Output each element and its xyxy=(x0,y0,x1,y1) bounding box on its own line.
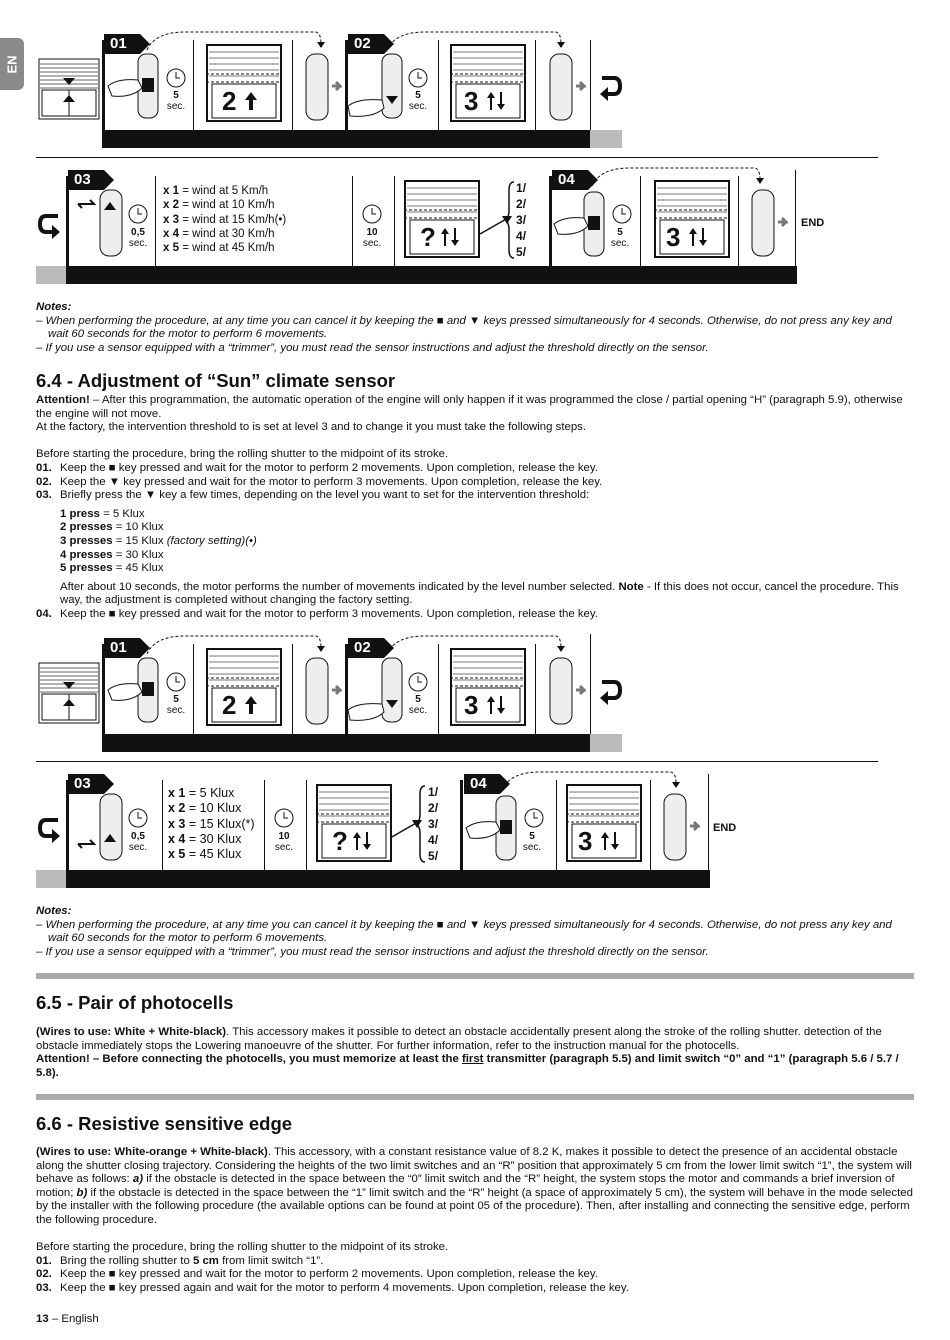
section-divider xyxy=(36,1094,914,1100)
up-arrow-icon xyxy=(244,694,258,716)
brace-icon xyxy=(416,784,426,864)
remote-icon xyxy=(546,52,586,124)
shutter-window-icon xyxy=(38,58,100,120)
clock-icon xyxy=(408,68,428,88)
klux-level-list: x 1 = 5 Klux x 2 = 10 Klux x 3 = 15 Klux(*) x 4 = 30 Klux x 5 = 45 Klux xyxy=(168,786,255,862)
clock-icon xyxy=(362,204,382,224)
step-item: 03. Briefly press the ▼ key a few times, depending on the level you want to set for the intervention threshold: xyxy=(36,489,590,502)
remote-hand-stop-icon xyxy=(106,656,162,726)
up-down-arrows-icon xyxy=(440,226,460,248)
clock-icon xyxy=(274,808,294,828)
end-label: END xyxy=(713,822,737,834)
step-badge-01: 01 xyxy=(104,638,140,658)
step-badge-04: 04 xyxy=(552,170,588,190)
step-item: 01. Keep the ■ key pressed and wait for the motor to perform 2 movements. Upon completion, release the key. xyxy=(36,461,598,474)
up-down-arrows-icon xyxy=(486,90,506,112)
step-item: 03. Keep the ■ key pressed again and wait for the motor to perform 4 movements. Upon completion, release the key. xyxy=(36,1281,629,1294)
remote-icon xyxy=(660,792,700,864)
remote-icon xyxy=(546,656,586,728)
remote-hand-down-icon xyxy=(346,52,406,124)
section-title-6-5: 6.5 - Pair of photocells xyxy=(36,992,234,1013)
return-arrow-icon xyxy=(36,816,62,844)
remote-hand-up-icon xyxy=(74,188,128,260)
step-item: 04. Keep the ■ key pressed and wait for the motor to perform 3 movements. Upon completion, release the key. xyxy=(36,607,598,620)
clock-icon xyxy=(128,204,148,224)
step-badge-01: 01 xyxy=(104,34,140,54)
wind-level-list: x 1 = wind at 5 Km/h x 2 = wind at 10 Km/h x 3 = wind at 15 Km/h(•) x 4 = wind at 30 Km/h x 5 = wind at 45 Km/h xyxy=(163,185,287,255)
clock-icon xyxy=(612,204,632,224)
section-title-6-6: 6.6 - Resistive sensitive edge xyxy=(36,1113,293,1134)
step-badge-02: 02 xyxy=(348,34,384,54)
language-tab: EN xyxy=(0,38,24,90)
up-down-arrows-icon xyxy=(352,830,372,852)
notes-block: Notes: – When performing the procedure, at any time you can cancel it by keeping the ■ and ▼ keys pressed simultaneously for 4 seconds. Otherwise, do not press any key and wait 60 seconds for the motor to perform 6 movements. – If you use a sensor equipped with a “trimmer”, you must read the sensor instructions and adjust the threshold directly on the sensor. xyxy=(36,905,892,958)
step-item: 02. Keep the ■ key pressed and wait for the motor to perform 2 movements. Upon completion, release the key. xyxy=(36,1268,598,1281)
clock-icon xyxy=(128,808,148,828)
return-arrow-icon xyxy=(598,74,622,102)
procedure-diagram-sun: 01 02 5 sec. 2 5 sec. 3 03 04 0,5 sec. x 1 = 5 Klux x 2 = 10 Klux x 3 = 15 Klux(*) x 4 = 30 Klux x 5 = 45 Klux 10 sec. ? 1/ 2/ 3/ 4/ 5/ 5 sec. 3 END xyxy=(0,604,950,894)
up-down-arrows-icon xyxy=(600,830,620,852)
step-badge-02: 02 xyxy=(348,638,384,658)
step-badge-03: 03 xyxy=(68,774,104,794)
level-list: 1/ 2/ 3/ 4/ 5/ xyxy=(516,181,527,259)
shutter-window-icon xyxy=(38,662,100,724)
return-arrow-icon xyxy=(598,678,622,706)
clock-icon xyxy=(524,808,544,828)
remote-hand-down-icon xyxy=(346,656,406,728)
up-arrow-icon xyxy=(244,90,258,112)
notes-block: Notes: – When performing the procedure, at any time you can cancel it by keeping the ■ and ▼ keys pressed simultaneously for 4 seconds. Otherwise, do not press any key and wait 60 seconds for the motor to perform 6 movements. – If you use a sensor equipped with a “trimmer”, you must read the sensor instructions and adjust the threshold directly on the sensor. xyxy=(36,301,892,354)
press-list: 1 press = 5 Klux 2 presses = 10 Klux 3 presses = 15 Klux (factory setting)(•) 4 presses = 30 Klux 5 presses = 45 Klux xyxy=(60,507,257,575)
step-item: 02. Keep the ▼ key pressed and wait for the motor to perform 3 movements. Upon completion, release the key. xyxy=(36,475,603,488)
page-footer: 13 – English xyxy=(36,1313,99,1325)
remote-icon xyxy=(302,656,342,728)
section-6-5-body: (Wires to use: White + White-black). This accessory makes it possible to detect an obstacle accidentally present along the stroke of the rolling shutter. detection of the obstacle immediately stops the Lowering manoeuvre of the shutter. For further information, refer to the instruction manual for the photocells. Attention! – Before connecting the photocells, you must memorize at least the first transmitter (paragraph 5.5) and limit switch “0” and “1” (paragraph 5.6 / 5.7 / 5.8). xyxy=(36,1026,899,1079)
remote-hand-stop-icon xyxy=(106,52,162,122)
end-label: END xyxy=(801,217,825,229)
clock-icon xyxy=(166,672,186,692)
step-badge-03: 03 xyxy=(68,170,104,190)
return-arrow-icon xyxy=(36,212,62,240)
remote-icon xyxy=(302,52,342,124)
clock-icon xyxy=(408,672,428,692)
remote-hand-up-icon xyxy=(74,792,128,864)
clock-icon xyxy=(166,68,186,88)
step-badge-04: 04 xyxy=(464,774,500,794)
remote-hand-stop-icon xyxy=(552,190,608,260)
level-list: 1/ 2/ 3/ 4/ 5/ xyxy=(428,785,439,863)
up-down-arrows-icon xyxy=(486,694,506,716)
step-item: 01. Bring the rolling shutter to 5 cm from limit switch “1”. xyxy=(36,1254,324,1267)
remote-icon xyxy=(748,188,788,260)
brace-icon xyxy=(505,180,515,260)
section-6-4-body: Attention! – After this programmation, the automatic operation of the engine will only happen if it was programmed the close / partial opening “H” (paragraph 5.9), otherwise the engine will not move. At the factory, the intervention threshold to is set at level 3 and to change it you must take the following steps. Before starting the procedure, bring the rolling shutter to the midpoint of its stroke. 01. Keep the ■ key pressed and wait for the motor to perform 2 movements. Upon completion, release the key. 02. Keep the ▼ key pressed and wait for the motor to perform 3 movements. Upon completion, release the key. 03. Briefly press the ▼ key a few times, depending on the level you want to set for the intervention threshold: 1 press = 5 Klux 2 presses = 10 Klux 3 presses = 15 Klux (factory setting)(•) 4 presses = 30 Klux 5 presses = 45 Klux After about 10 seconds, the motor performs the number of movements indicated by the level number selected. Note - If this does not occur, cancel the procedure. This way, the adjustment is completed without changing the factory setting. 04. Keep the ■ key pressed and wait for the motor to perform 3 movements. Upon completion, release the key. xyxy=(36,394,914,622)
up-down-arrows-icon xyxy=(688,226,708,248)
section-divider xyxy=(36,973,914,979)
section-title-6-4: 6.4 - Adjustment of “Sun” climate sensor xyxy=(36,370,396,391)
section-6-6-body: (Wires to use: White-orange + White-black). This accessory, with a constant resistance value of 8.2 K, makes it possible to detect the presence of an accidental obstacle along the shutter closing trajectory. Considering the heights of the two limit switches and an “R” position that approximately 5 cm from the lower limit switch “1”, the system will behave as follows: a) if the obstacle is detected in the space between the “0” limit switch and the “R” height, the system stops the motor and commands a brief inversion of motion; b) if the obstacle is detected in the space between the “1” limit switch and the “R” height (a space of approximately 5 cm), the system will behave in the mode selected by the installer with the following procedure (the available options can be found at point 05 of the procedure). Then, after installing and connecting the sensitive edge, perform the following procedure. Before starting the procedure, bring the rolling shutter to the midpoint of its stroke. 01. Bring the rolling shutter to 5 cm from limit switch “1”. 02. Keep the ■ key pressed and wait for the motor to perform 2 movements. Upon completion, release the key. 03. Keep the ■ key pressed again and wait for the motor to perform 4 movements. Upon completion, release the key. xyxy=(36,1146,913,1294)
procedure-diagram-wind: 01 02 5 sec. 2 5 sec. 3 03 04 0,5 sec. x 1 = wind at 5 Km/h x 2 = wind at 10 Km/h x 3 = wind at 15 Km/h(•) x 4 = wind at 30 Km/h x 5 = wind at 45 Km/h 10 sec. ? 1/ 2/ 3/ 4/ 5/ 5 sec. 3 END xyxy=(0,0,950,300)
remote-hand-stop-icon xyxy=(464,794,520,864)
